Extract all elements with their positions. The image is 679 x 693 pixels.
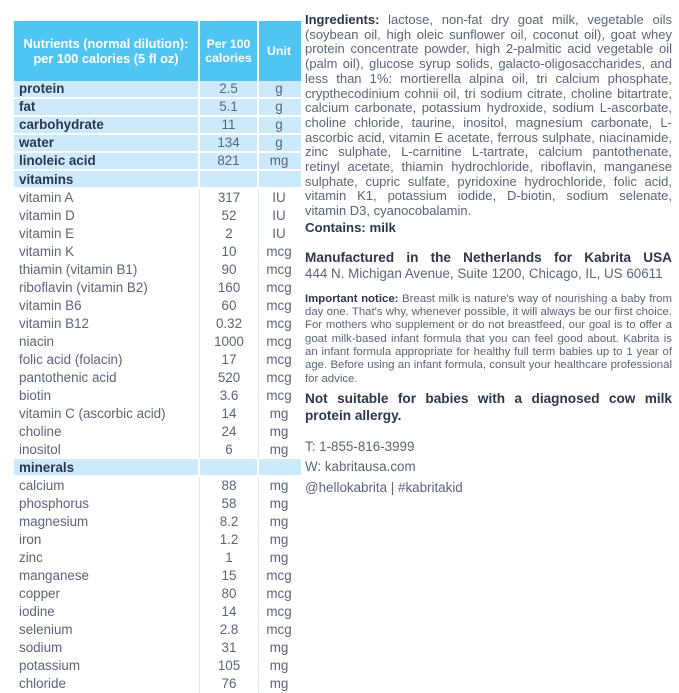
cell-value: 14 [200, 603, 259, 621]
cell-value: 76 [200, 675, 259, 693]
cell-unit: mcg [266, 262, 292, 277]
table-row [14, 117, 301, 135]
cell-unit: g [275, 117, 283, 132]
cell-label: vitamins [14, 171, 200, 187]
cell-unit: g [275, 135, 283, 150]
table-row [14, 297, 301, 315]
cell-unit: mg [269, 442, 289, 457]
table-row [14, 315, 301, 333]
manufacturer-address: 444 N. Michigan Avenue, Suite 1200, Chicago, IL, US 60611 [305, 265, 663, 281]
table-row [14, 603, 301, 621]
header-nutrients-line1: Nutrients (normal dilution): [23, 35, 189, 51]
header-unit [259, 21, 299, 81]
cell-unit: mg [269, 514, 289, 529]
cell-value: 24 [200, 423, 259, 441]
table-row [14, 549, 301, 567]
table-row [14, 225, 301, 243]
cell-value: 8.2 [200, 513, 259, 531]
cell-unit [259, 459, 299, 475]
table-row [14, 189, 301, 207]
cell-value: 160 [200, 279, 259, 297]
cell-label: carbohydrate [14, 117, 200, 133]
cell-label: niacin [14, 333, 200, 351]
cell-value: 2.5 [200, 81, 259, 97]
cell-unit: mg [269, 676, 289, 691]
cell-value [200, 171, 259, 187]
cell-value: 3.6 [200, 387, 259, 405]
cell-value: 5.1 [200, 99, 259, 115]
cell-value: 520 [200, 369, 259, 387]
table-row [14, 135, 301, 153]
table-row [14, 477, 301, 495]
cell-unit: IU [272, 226, 286, 241]
cell-unit: mcg [266, 568, 292, 583]
cell-label: selenium [14, 621, 200, 639]
table-row [14, 531, 301, 549]
cell-unit: mcg [266, 298, 292, 313]
cell-value: 134 [200, 135, 259, 151]
cell-label: choline [14, 423, 200, 441]
cell-label: minerals [14, 459, 200, 475]
table-row [14, 495, 301, 513]
cell-unit: IU [272, 190, 286, 205]
cell-label: iron [14, 531, 200, 549]
header-nutrients [14, 21, 200, 81]
cell-unit: g [275, 99, 283, 114]
table-row [14, 261, 301, 279]
contact-social: @hellokabrita | #kabritakid [305, 479, 463, 495]
section-row [14, 171, 301, 189]
cell-label: vitamin B6 [14, 297, 200, 315]
cell-unit: mg [269, 658, 289, 673]
info-panel [305, 13, 672, 498]
cell-unit: mcg [266, 352, 292, 367]
cell-label: folic acid (folacin) [14, 351, 200, 369]
table-row [14, 387, 301, 405]
table-row [14, 207, 301, 225]
cell-label: iodine [14, 603, 200, 621]
cell-value: 317 [200, 189, 259, 207]
cell-unit: mg [269, 550, 289, 565]
ingredients-paragraph [305, 13, 672, 219]
cell-unit: mg [269, 424, 289, 439]
ingredients-text: lactose, non-fat dry goat milk, vegetable oils (soybean oil, high oleic sunflower oil, coconut oil), goat whey protein concentrate powder, high 2-palmitic acid vegetable oil (palm oil), glucose syrup solids, galacto-oligosaccharides, and less than 1%: mortierella alpina oil, tri calcium phosphate, crypthecodinium cohnii oil, tri sodium citrate, choline bitartrate, calcium carbonate, potassium hydroxide, sodium L-ascorbate, choline chloride, taurine, inositol, magnesium carbonate, L-ascorbic acid, vitamin E acetate, ferrous sulphate, niacinamide, zinc sulphate, L-carnitine L-tartrate, calcium pantothenate, retinyl acetate, thiamin hydrochloride, riboflavin, manganese sulphate, cupric sulfate, pyridoxine hydrochloride, folic acid, vitamin K1, potassium iodide, D-biotin, sodium selenate, vitamin D3, cyanocobalamin. [305, 12, 672, 219]
important-notice-text: Breast milk is nature's way of nourishing a baby from day one. That's why, whenever possible, it will always be our first choice. For mothers who supplement or do not breastfeed, our goal is to offer a goat milk-based infant formula that you can feel good about. Kabrita is an infant formula appropriate for healthy full term babies up to 1 year of age. Before using an infant formula, consult your healthcare professional for advice. [305, 292, 672, 385]
cell-value [200, 459, 259, 475]
important-notice [305, 293, 672, 386]
cell-label: calcium [14, 477, 200, 495]
table-row [14, 675, 301, 693]
ingredients-label: Ingredients: [305, 12, 380, 27]
table-row [14, 369, 301, 387]
cell-value: 1.2 [200, 531, 259, 549]
cell-label: sodium [14, 639, 200, 657]
header-nutrients-line2: per 100 calories (5 fl oz) [33, 51, 179, 66]
cell-value: 31 [200, 639, 259, 657]
table-header [14, 21, 301, 81]
cell-value: 1 [200, 549, 259, 567]
cell-value: 821 [200, 153, 259, 169]
cell-value: 6 [200, 441, 259, 459]
cell-value: 105 [200, 657, 259, 675]
cell-unit: mg [269, 153, 289, 168]
cell-label: phosphorus [14, 495, 200, 513]
header-per-100-calories [200, 21, 259, 81]
header-unit-label: Unit [267, 43, 291, 58]
cell-label: vitamin B12 [14, 315, 200, 333]
cell-label: linoleic acid [14, 153, 200, 169]
cell-label: riboflavin (vitamin B2) [14, 279, 200, 297]
cell-unit: mcg [266, 604, 292, 619]
contact-website: W: kabritausa.com [305, 459, 416, 475]
nutrition-table [14, 21, 301, 693]
cell-value: 10 [200, 243, 259, 261]
cell-label: potassium [14, 657, 200, 675]
cell-value: 2.8 [200, 621, 259, 639]
cell-label: vitamin A [14, 189, 200, 207]
contact-phone: T: 1-855-816-3999 [305, 438, 415, 454]
cell-label: fat [14, 99, 200, 115]
cell-unit: mcg [266, 280, 292, 295]
cell-label: vitamin D [14, 207, 200, 225]
cell-unit: mcg [266, 622, 292, 637]
cell-unit: mg [269, 478, 289, 493]
cell-label: vitamin E [14, 225, 200, 243]
cell-value: 58 [200, 495, 259, 513]
table-row [14, 585, 301, 603]
cell-value: 17 [200, 351, 259, 369]
cell-unit: mcg [266, 244, 292, 259]
cell-unit: mcg [266, 388, 292, 403]
contains-statement: Contains: milk [305, 219, 396, 235]
cell-value: 2 [200, 225, 259, 243]
table-row [14, 279, 301, 297]
cell-unit: IU [272, 208, 286, 223]
table-row [14, 243, 301, 261]
header-per100-line2: calories [205, 51, 252, 65]
header-per100-line1: Per 100 [206, 36, 251, 51]
table-row [14, 567, 301, 585]
cell-value: 80 [200, 585, 259, 603]
cell-unit: g [275, 81, 283, 96]
allergy-warning: Not suitable for babies with a diagnosed cow milk protein allergy. [305, 390, 672, 423]
important-notice-label: Important notice: [305, 292, 399, 305]
cell-unit: mg [269, 532, 289, 547]
cell-label: pantothenic acid [14, 369, 200, 387]
cell-value: 14 [200, 405, 259, 423]
cell-value: 0.32 [200, 315, 259, 333]
contact-block [305, 437, 672, 499]
cell-unit: mcg [266, 316, 292, 331]
cell-label: vitamin K [14, 243, 200, 261]
cell-value: 52 [200, 207, 259, 225]
manufacturer-heading: Manufactured in the Netherlands for Kabrita USA [305, 249, 672, 265]
table-row [14, 621, 301, 639]
table-row [14, 99, 301, 117]
cell-label: vitamin C (ascorbic acid) [14, 405, 200, 423]
cell-label: copper [14, 585, 200, 603]
nutrition-table-body [14, 81, 301, 693]
cell-unit: mcg [266, 370, 292, 385]
cell-label: magnesium [14, 513, 200, 531]
cell-unit: mcg [266, 334, 292, 349]
table-row [14, 81, 301, 99]
cell-label: biotin [14, 387, 200, 405]
table-row [14, 423, 301, 441]
cell-label: thiamin (vitamin B1) [14, 261, 200, 279]
cell-label: protein [14, 81, 200, 97]
table-row [14, 153, 301, 171]
cell-value: 88 [200, 477, 259, 495]
cell-label: inositol [14, 441, 200, 459]
cell-unit: mg [269, 406, 289, 421]
cell-label: water [14, 135, 200, 151]
section-row [14, 459, 301, 477]
cell-label: manganese [14, 567, 200, 585]
cell-value: 90 [200, 261, 259, 279]
cell-label: chloride [14, 675, 200, 693]
table-row [14, 351, 301, 369]
cell-value: 1000 [200, 333, 259, 351]
table-row [14, 513, 301, 531]
cell-label: zinc [14, 549, 200, 567]
cell-unit [259, 171, 299, 187]
table-row [14, 333, 301, 351]
cell-value: 15 [200, 567, 259, 585]
table-row [14, 657, 301, 675]
table-row [14, 405, 301, 423]
cell-value: 11 [200, 117, 259, 133]
table-row [14, 441, 301, 459]
cell-unit: mg [269, 496, 289, 511]
table-row [14, 639, 301, 657]
cell-value: 60 [200, 297, 259, 315]
cell-unit: mg [269, 640, 289, 655]
cell-unit: mcg [266, 586, 292, 601]
